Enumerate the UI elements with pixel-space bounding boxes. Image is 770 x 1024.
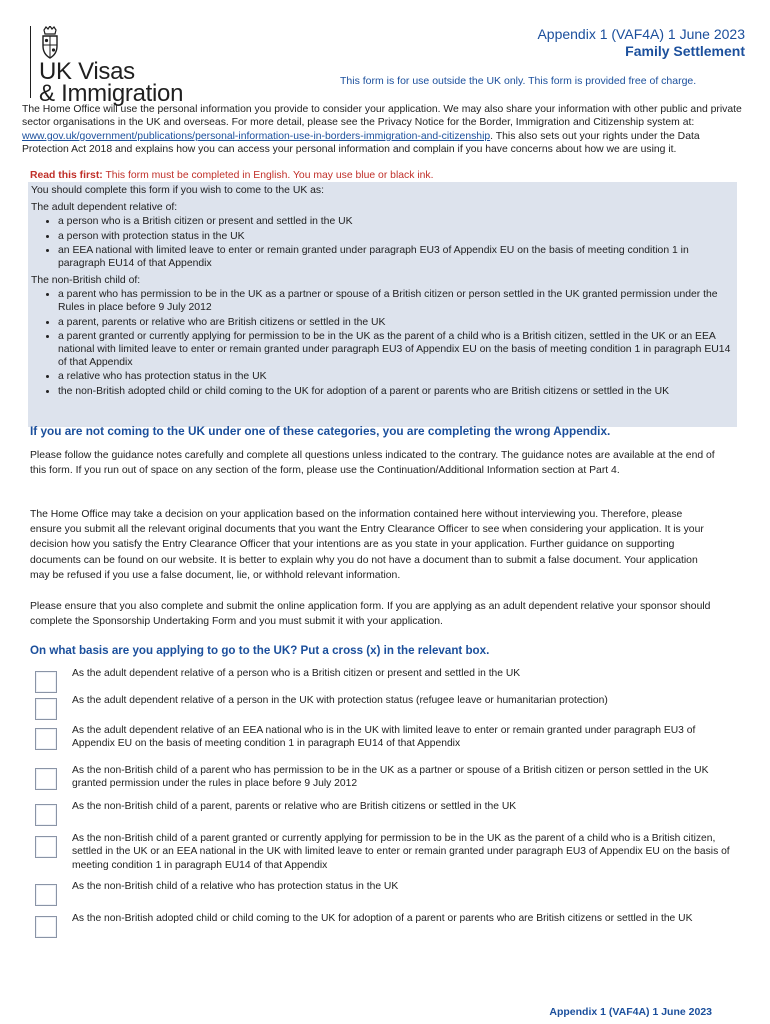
adult-dependent-list [31, 216, 736, 271]
basis-checkbox[interactable] [35, 728, 57, 750]
form-title: Family Settlement [625, 43, 745, 59]
usage-notice: This form is for use outside the UK only. This form is provided free of charge. [340, 75, 697, 87]
guidance-notes-paragraph: Please follow the guidance notes carefully and complete all questions unless indicated to the contrary. The guidance notes are available at the end of this form. If you run out of space on any section of the form, please use the Continuation/Additional Information section at Part 4. [30, 450, 715, 477]
logo-rule [30, 26, 31, 98]
list-item: • a parent granted or currently applying for permission to be in the UK as the parent of a child who is a British citizen, settled in the UK or an EEA national with limited leave to enter or remain granted under paragraph EU3 of Appendix EU on the basis of meeting condition 1 in paragraph EU14 of that Appendix [58, 331, 736, 369]
form-header [537, 26, 745, 59]
basis-checkbox[interactable] [35, 768, 57, 790]
basis-option-label: As the non-British adopted child or child coming to the UK for adoption of a parent or parents who are British citizens or settled in the UK [72, 913, 693, 924]
basis-option-label: As the adult dependent relative of a person who is a British citizen or present and settled in the UK [72, 668, 521, 679]
read-first-label: Read this first: [30, 170, 103, 181]
basis-option [35, 913, 740, 946]
privacy-notice-link[interactable]: www.gov.uk/government/publications/personal-information-use-in-borders-immigration-and-citizenship [22, 130, 491, 142]
logo-line-2: & Immigration [39, 80, 184, 107]
basis-checkbox[interactable] [35, 698, 57, 720]
privacy-text-before: The Home Office will use the personal information you provide to consider your application. We may also share your information with other public and private sector organisations in the UK and overseas. For more detail, please see the Privacy Notice for the Border, Immigration and Citizenship system at: [22, 104, 742, 129]
basis-option-label: As the non-British child of a parent granted or currently applying for permission to be in the UK as the parent of a child who is a British citizen, settled in the UK or an EEA national in the UK with limited leave to enter or remain granted under paragraph EU3 of Appendix EU on the basis of meeting condition 1 in paragraph EU14 of that Appendix [72, 833, 730, 871]
basis-option-label: As the non-British child of a parent, parents or relative who are British citizens or settled in the UK [72, 801, 517, 812]
non-british-child-list [31, 289, 736, 399]
basis-checkbox[interactable] [35, 836, 57, 858]
wrong-appendix-warning: If you are not coming to the UK under one of these categories, you are completing the wrong Appendix. [30, 424, 611, 438]
list-item: • the non-British adopted child or child coming to the UK for adoption of a parent or parents who are British citizens or settled in the UK [58, 386, 736, 399]
list-item: • a person who is a British citizen or present and settled in the UK [58, 216, 736, 229]
list-item: • a parent, parents or relative who are British citizens or settled in the UK [58, 317, 736, 330]
list-item: • a person with protection status in the UK [58, 231, 736, 244]
read-first-note [30, 170, 434, 181]
basis-checkbox[interactable] [35, 804, 57, 826]
list-item: • a parent who has permission to be in the UK as a partner or spouse of a British citizen or person settled in the UK granted permission under the Rules in place before 9 July 2012 [58, 289, 736, 315]
appendix-reference: Appendix 1 (VAF4A) 1 June 2023 [537, 26, 745, 42]
privacy-text-after: . This also sets out your rights under the Data Protection Act 2018 and explains how you can access your personal information and complain if you have concerns about how we are using it. [22, 130, 700, 155]
basis-checkbox[interactable] [35, 884, 57, 906]
uk-visas-immigration-logo [30, 26, 184, 107]
basis-question: On what basis are you applying to go to the UK? Put a cross (x) in the relevant box. [30, 644, 490, 657]
royal-crest-icon [38, 26, 62, 60]
basis-option-label: As the adult dependent relative of an EEA national who is in the UK with limited leave to enter or remain granted under paragraph EU3 of Appendix EU on the basis of meeting condition 1 in paragraph EU14 of that Appendix [72, 725, 696, 750]
basis-checkbox[interactable] [35, 671, 57, 693]
privacy-intro [22, 103, 744, 156]
basis-checkbox[interactable] [35, 916, 57, 938]
basis-option [35, 725, 740, 758]
non-british-child-heading: The non-British child of: [31, 274, 141, 286]
basis-option [35, 801, 740, 834]
logo-line-1: UK Visas [39, 58, 135, 85]
list-item: • an EEA national with limited leave to enter or remain granted under paragraph EU3 of Appendix EU on the basis of meeting condition 1 in paragraph EU14 of that Appendix [58, 245, 736, 271]
basis-option-label: As the non-British child of a relative who has protection status in the UK [72, 881, 399, 892]
eligibility-intro: You should complete this form if you wish to come to the UK as: [31, 185, 325, 196]
decision-paragraph: The Home Office may take a decision on your application based on the information contained here without interviewing you. Therefore, please ensure you submit all the relevant original documents that you want the Entry Clearance Officer to see when considering your application. It is your decision how you satisfy the Entry Clearance Officer that your intentions are as you state in your application. Further guidance on supporting documents can be found on our website. It is better to explain why you do not have a document than to submit a false document. Your application may be refused if you use a false document, lie, or withhold relevant information. [30, 509, 704, 581]
read-first-text: This form must be completed in English. You may use blue or black ink. [102, 170, 434, 181]
eligibility-box [28, 182, 737, 427]
basis-option-label: As the adult dependent relative of a person in the UK with protection status (refugee leave or humanitarian protection) [72, 695, 608, 706]
list-item: • a relative who has protection status in the UK [58, 371, 736, 384]
online-form-paragraph: Please ensure that you also complete and submit the online application form. If you are applying as an adult dependent relative your sponsor should complete the Sponsorship Undertaking Form and you must submit it with your application. [30, 601, 711, 628]
basis-option [35, 833, 740, 871]
basis-option [35, 881, 740, 914]
adult-dependent-heading: The adult dependent relative of: [31, 201, 178, 213]
basis-option [35, 765, 740, 798]
page-footer: Appendix 1 (VAF4A) 1 June 2023 [549, 1006, 712, 1018]
basis-option-label: As the non-British child of a parent who has permission to be in the UK as a partner or spouse of a British citizen or person settled in the UK granted permission under the rules in place before 9 July 2012 [72, 765, 709, 790]
